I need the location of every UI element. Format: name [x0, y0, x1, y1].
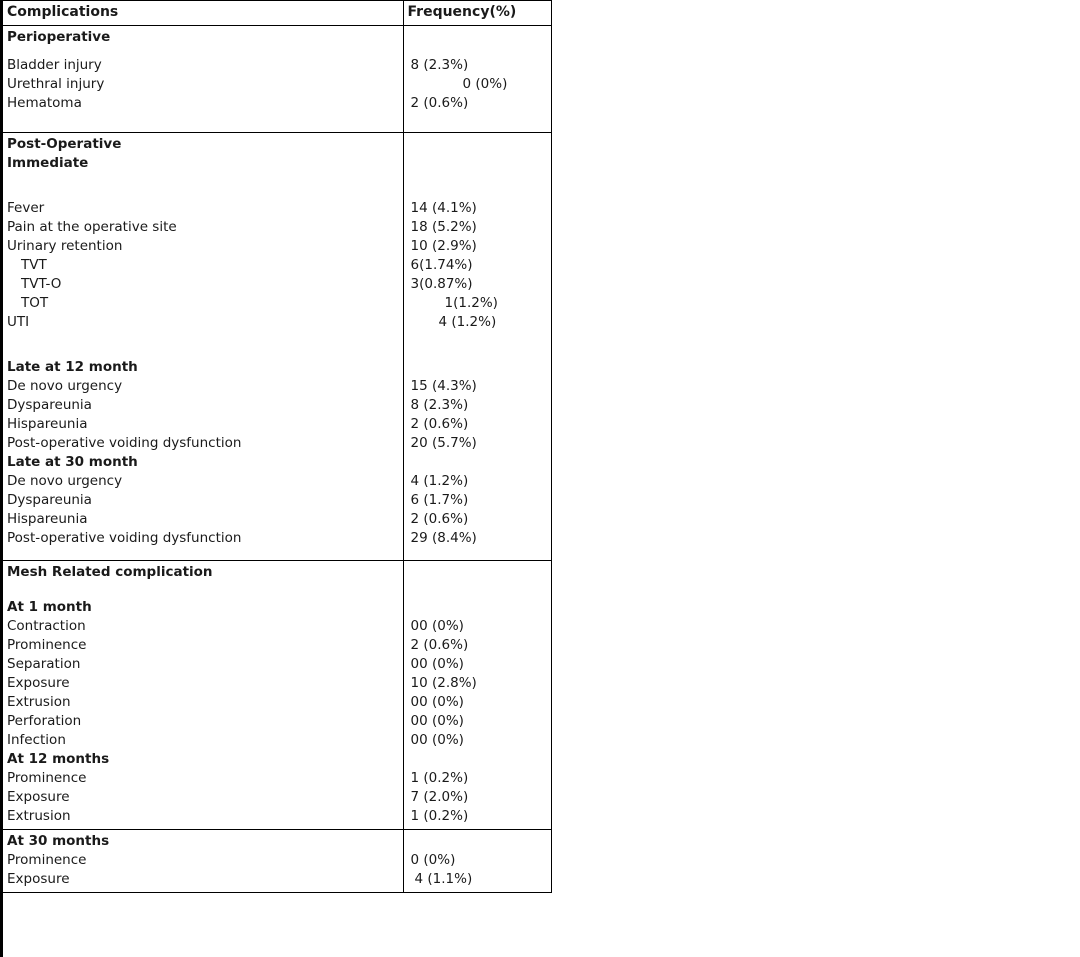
row-label: Exposure	[7, 871, 70, 887]
spacer	[411, 332, 547, 358]
row-value: 00 (0%)	[410, 656, 464, 672]
row-value: 4 (1.1%)	[414, 871, 473, 887]
value-spacer	[411, 750, 547, 769]
subsection-title-at-1-month: At 1 month	[7, 599, 92, 615]
row-value: 10 (2.9%)	[410, 238, 477, 254]
row-label: Contraction	[7, 618, 86, 634]
section-labels-at-30-months	[3, 830, 403, 893]
row-label: Extrusion	[7, 694, 71, 710]
row-value: 0 (0%)	[410, 852, 456, 868]
value-spacer	[411, 598, 547, 617]
value-spacer	[411, 28, 547, 47]
section-row-at-30-months	[3, 830, 551, 893]
complications-table-container	[3, 0, 551, 893]
row-label: Hispareunia	[7, 511, 88, 527]
spacer	[7, 47, 399, 56]
value-spacer	[411, 453, 547, 472]
spacer	[7, 548, 399, 557]
row-label: Post-operative voiding dysfunction	[7, 530, 242, 546]
row-label: Separation	[7, 656, 81, 672]
row-label: Bladder injury	[7, 57, 102, 73]
header-cell-frequency	[403, 1, 551, 26]
row-value-wrap	[411, 313, 547, 332]
row-label: TVT-O	[21, 276, 62, 292]
row-value: 2 (0.6%)	[410, 416, 469, 432]
section-title-at-30-months: At 30 months	[7, 833, 110, 849]
row-label: Prominence	[7, 770, 87, 786]
row-value: 6 (1.7%)	[410, 492, 469, 508]
row-label: Dyspareunia	[7, 397, 92, 413]
value-spacer	[411, 154, 547, 173]
row-value: 6(1.74%)	[410, 257, 473, 273]
section-values-perioperative	[403, 26, 551, 133]
row-label: Hispareunia	[7, 416, 88, 432]
section-row-post-operative	[3, 133, 551, 561]
spacer	[7, 332, 399, 358]
spacer	[7, 173, 399, 199]
row-value-wrap	[411, 294, 547, 313]
table-header-row	[3, 1, 551, 26]
row-value: 1 (0.2%)	[410, 808, 469, 824]
spacer	[7, 113, 399, 129]
row-value: 29 (8.4%)	[410, 530, 477, 546]
row-label: Exposure	[7, 789, 70, 805]
row-label: Perforation	[7, 713, 82, 729]
value-spacer	[411, 832, 547, 851]
header-cell-complications	[3, 1, 403, 26]
row-label: Post-operative voiding dysfunction	[7, 435, 242, 451]
row-value: 00 (0%)	[410, 732, 464, 748]
row-label: TOT	[21, 295, 49, 311]
row-label: Exposure	[7, 675, 70, 691]
section-values-mesh-related	[403, 561, 551, 830]
subsection-title-late-12: Late at 12 month	[7, 359, 138, 375]
row-value: 00 (0%)	[410, 694, 464, 710]
section-values-at-30-months	[403, 830, 551, 893]
complications-table	[3, 0, 552, 893]
row-value: 2 (0.6%)	[410, 511, 469, 527]
spacer	[411, 548, 547, 557]
section-row-perioperative	[3, 26, 551, 133]
row-value: 1 (0.2%)	[410, 770, 469, 786]
row-label: Infection	[7, 732, 66, 748]
section-subtitle-immediate: Immediate	[7, 155, 89, 171]
row-value: 14 (4.1%)	[410, 200, 477, 216]
subsection-title-late-30: Late at 30 month	[7, 454, 138, 470]
row-label: Urethral injury	[7, 76, 105, 92]
row-value: 00 (0%)	[410, 713, 464, 729]
row-value: 7 (2.0%)	[410, 789, 469, 805]
section-labels-mesh-related	[3, 561, 403, 830]
value-spacer	[411, 358, 547, 377]
row-value: 2 (0.6%)	[410, 95, 469, 111]
row-label: TVT	[21, 257, 47, 273]
spacer	[7, 582, 399, 598]
column-header-frequency: Frequency(%)	[407, 4, 517, 20]
row-value: 10 (2.8%)	[410, 675, 477, 691]
row-value-wrap	[411, 870, 547, 889]
row-value: 4 (1.2%)	[410, 473, 469, 489]
section-title-mesh-related: Mesh Related complication	[7, 564, 213, 580]
row-value: 20 (5.7%)	[410, 435, 477, 451]
row-value: 1(1.2%)	[444, 295, 498, 311]
row-label: Prominence	[7, 852, 87, 868]
row-value: 2 (0.6%)	[410, 637, 469, 653]
section-title-post-operative: Post-Operative	[7, 136, 122, 152]
row-value: 0 (0%)	[462, 76, 508, 92]
row-value: 4 (1.2%)	[438, 314, 497, 330]
section-labels-post-operative	[3, 133, 403, 561]
spacer	[411, 113, 547, 129]
row-label: Fever	[7, 200, 45, 216]
row-label: Dyspareunia	[7, 492, 92, 508]
row-value: 8 (2.3%)	[410, 57, 469, 73]
section-values-post-operative	[403, 133, 551, 561]
section-labels-perioperative	[3, 26, 403, 133]
section-row-mesh-related	[3, 561, 551, 830]
row-value: 15 (4.3%)	[410, 378, 477, 394]
spacer	[411, 173, 547, 199]
row-value: 18 (5.2%)	[410, 219, 477, 235]
row-label: De novo urgency	[7, 378, 123, 394]
row-label: Hematoma	[7, 95, 82, 111]
row-value: 3(0.87%)	[410, 276, 473, 292]
section-title-perioperative: Perioperative	[7, 29, 111, 45]
value-spacer	[411, 563, 547, 582]
row-label: Urinary retention	[7, 238, 123, 254]
subsection-title-at-12-months: At 12 months	[7, 751, 110, 767]
row-label: UTI	[7, 314, 30, 330]
row-label: Extrusion	[7, 808, 71, 824]
row-value: 8 (2.3%)	[410, 397, 469, 413]
row-value: 00 (0%)	[410, 618, 464, 634]
column-header-complications: Complications	[7, 4, 119, 20]
row-label: De novo urgency	[7, 473, 123, 489]
spacer	[411, 582, 547, 598]
row-label: Prominence	[7, 637, 87, 653]
row-value-wrap	[411, 75, 547, 94]
spacer	[411, 47, 547, 56]
row-label: Pain at the operative site	[7, 219, 177, 235]
value-spacer	[411, 135, 547, 154]
